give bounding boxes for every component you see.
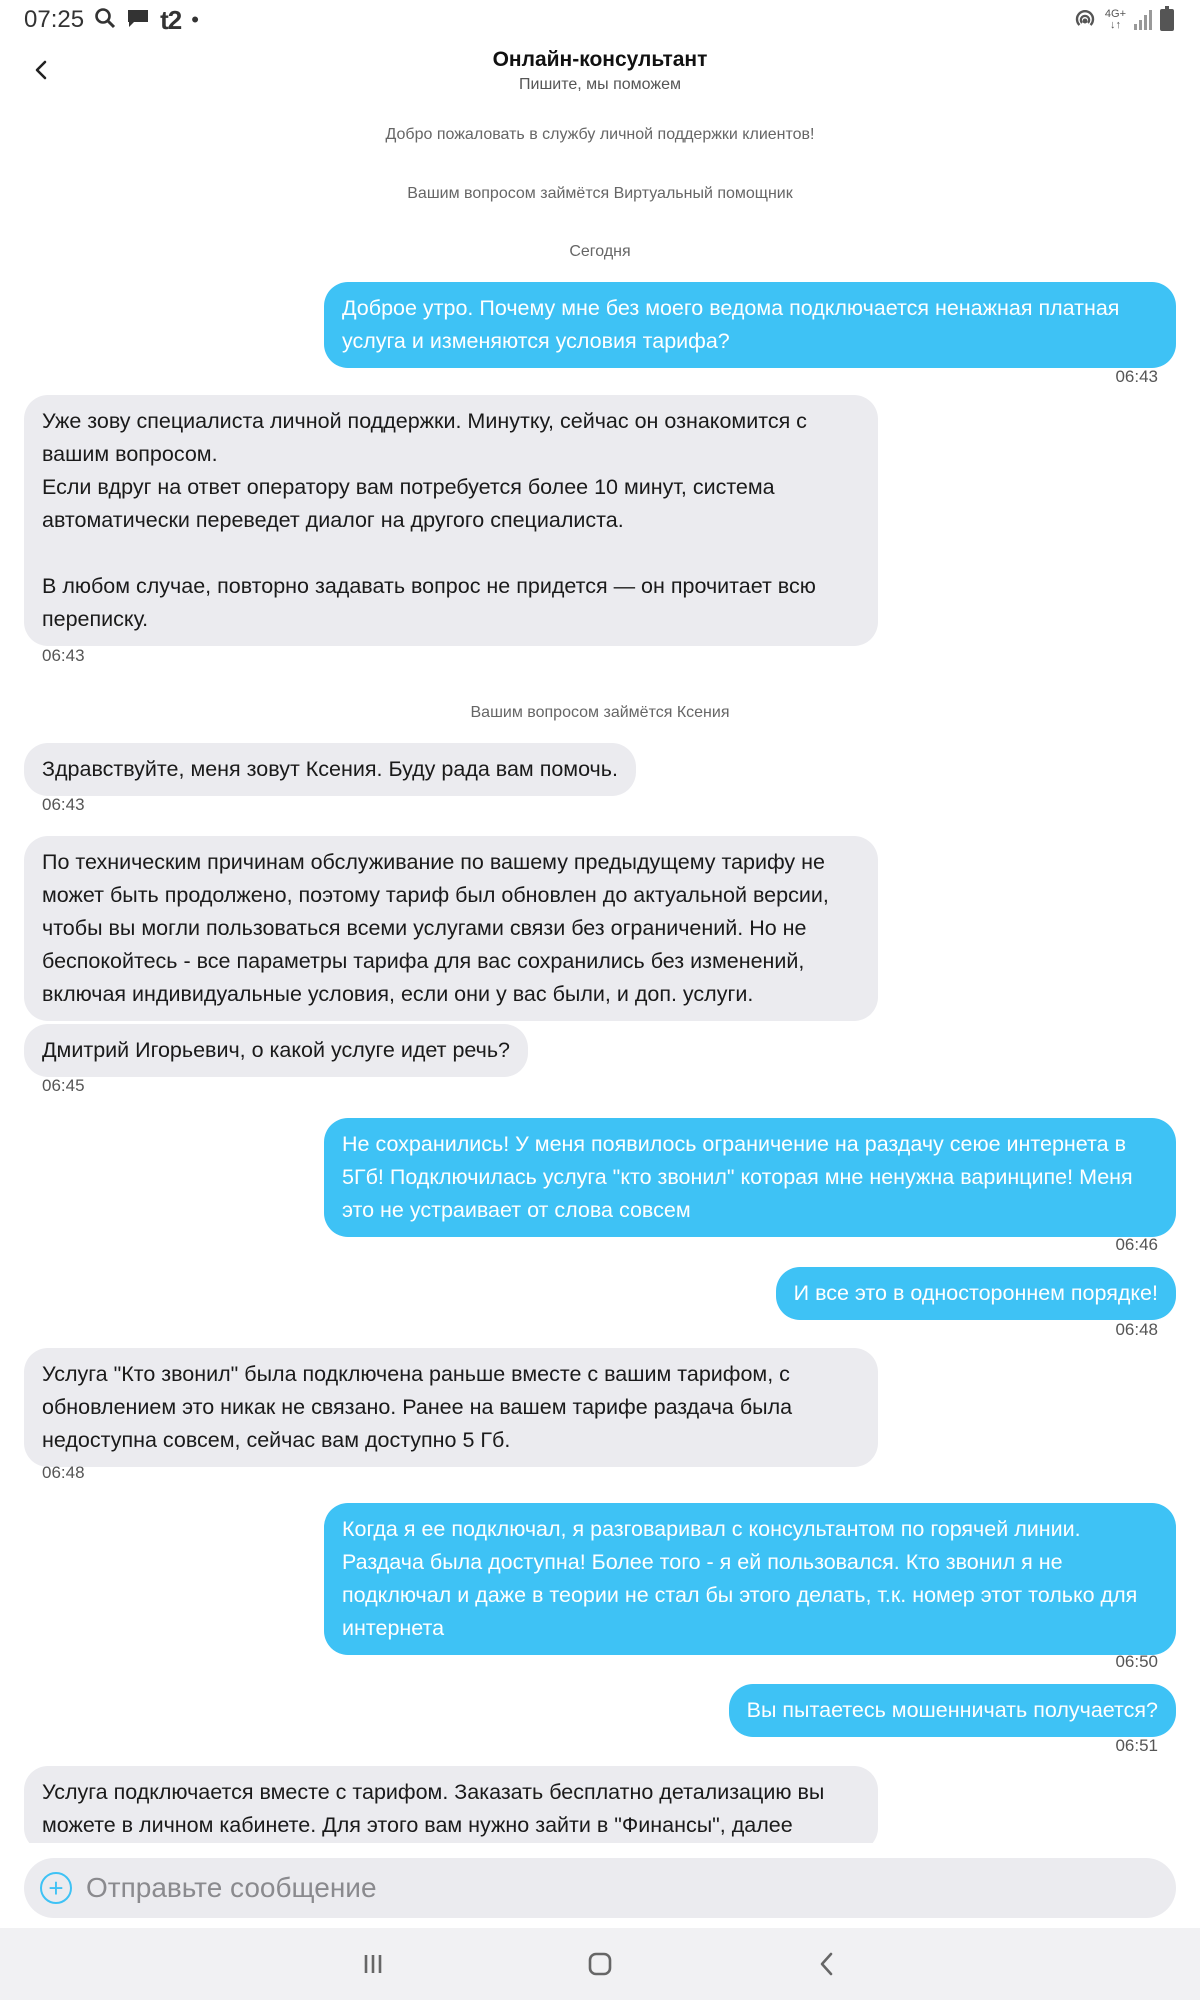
message-outgoing: Не сохранились! У меня появилось ограничение на раздачу сеюе интернета в 5Гб! Подключилась услуга "кто звонил" которая мне ненужна варинципе! Меня это не устраивает от слова совсем xyxy=(324,1118,1176,1237)
message-composer xyxy=(24,1858,1176,1918)
status-left xyxy=(24,5,199,36)
network-label: 4G+ xyxy=(1104,8,1126,20)
recent-apps-icon xyxy=(358,1949,388,1979)
message-incoming: Дмитрий Игорьевич, о какой услуге идет речь? xyxy=(24,1024,528,1077)
home-icon xyxy=(585,1949,615,1979)
message-input[interactable] xyxy=(86,1872,1126,1904)
battery-icon xyxy=(1160,9,1174,31)
recent-apps-button[interactable] xyxy=(333,1934,413,1994)
status-right xyxy=(1073,6,1174,34)
message-incoming: Услуга "Кто звонил" была подключена раньше вместе с вашим тарифом, с обновлением это никак не связано. Ранее на вашем тарифе раздача была недоступна совсем, сейчас вам доступно 5 Гб. xyxy=(24,1348,878,1467)
home-button[interactable] xyxy=(560,1934,640,1994)
carrier-logo: t2 xyxy=(160,4,182,35)
message-time: 06:43 xyxy=(1115,367,1158,386)
message-time: 06:48 xyxy=(1115,1320,1158,1339)
signal-icon xyxy=(1134,10,1152,30)
dot-icon: • xyxy=(191,7,199,32)
chat-notification-icon xyxy=(126,7,150,33)
network-type xyxy=(1105,9,1126,31)
message-time: 06:48 xyxy=(42,1463,85,1482)
network-arrows: ↓↑ xyxy=(1109,19,1121,31)
message-outgoing: И все это в одностороннем порядке! xyxy=(776,1267,1176,1320)
message-incoming: Услуга подключается вместе с тарифом. Заказать бесплатно детализацию вы можете в личном кабинете. Для этого вам нужно зайти в "Финансы", далее xyxy=(24,1766,878,1843)
message-time: 06:46 xyxy=(1115,1235,1158,1254)
message-incoming: Здравствуйте, меня зовут Ксения. Буду рада вам помочь. xyxy=(24,743,636,796)
chat-header xyxy=(0,40,1200,108)
message-time: 06:43 xyxy=(42,795,85,814)
system-message-assistant: Вашим вопросом займётся Виртуальный помощник xyxy=(407,185,793,202)
message-incoming: По техническим причинам обслуживание по вашему предыдущему тарифу не может быть продолжено, поэтому тариф был обновлен до актуальной версии, чтобы вы могли пользоваться всеми услугами связи без ограничений. Но не беспокойтесь - все параметры тарифа для вас сохранились без изменений, включая индивидуальные условия, если они у вас были, и доп. услуги. xyxy=(24,836,878,1021)
attach-plus-icon[interactable]: + xyxy=(40,1872,72,1904)
back-arrow-icon xyxy=(812,1949,842,1979)
chat-thread[interactable] xyxy=(0,110,1200,1843)
message-incoming: Уже зову специалиста личной поддержки. Минутку, сейчас он ознакомится с вашим вопросом. Если вдруг на ответ оператору вам потребуется более 10 минут, система автоматически переведет диалог на другого специалиста. В любом случае, повторно задавать вопрос не придется — он прочитает всю переписку. xyxy=(24,395,878,646)
message-time: 06:45 xyxy=(42,1076,85,1095)
message-time: 06:43 xyxy=(42,646,85,665)
status-bar xyxy=(0,0,1200,40)
page-title: Онлайн-консультант xyxy=(492,48,708,71)
message-outgoing: Доброе утро. Почему мне без моего ведома подключается ненажная платная услуга и изменяются условия тарифа? xyxy=(324,282,1176,368)
message-time: 06:51 xyxy=(1115,1736,1158,1755)
page-subtitle: Пишите, мы поможем xyxy=(519,76,681,93)
hotspot-icon xyxy=(1073,6,1097,34)
system-message-welcome: Добро пожаловать в службу личной поддержки клиентов! xyxy=(385,126,815,143)
system-back-button[interactable] xyxy=(787,1934,867,1994)
message-time: 06:50 xyxy=(1115,1652,1158,1671)
system-nav-bar xyxy=(0,1928,1200,2000)
system-message-operator: Вашим вопросом займётся Ксения xyxy=(470,704,730,721)
message-outgoing: Вы пытаетесь мошенничать получается? xyxy=(729,1684,1176,1737)
message-outgoing: Когда я ее подключал, я разговаривал с консультантом по горячей линии. Раздача была доступна! Более того - я ей пользовался. Кто звонил я не подключал и даже в теории не стал бы этого делать, т.к. номер этот только для интернета xyxy=(324,1503,1176,1655)
search-icon xyxy=(94,7,116,33)
date-separator: Сегодня xyxy=(569,243,631,260)
status-time: 07:25 xyxy=(24,6,85,33)
